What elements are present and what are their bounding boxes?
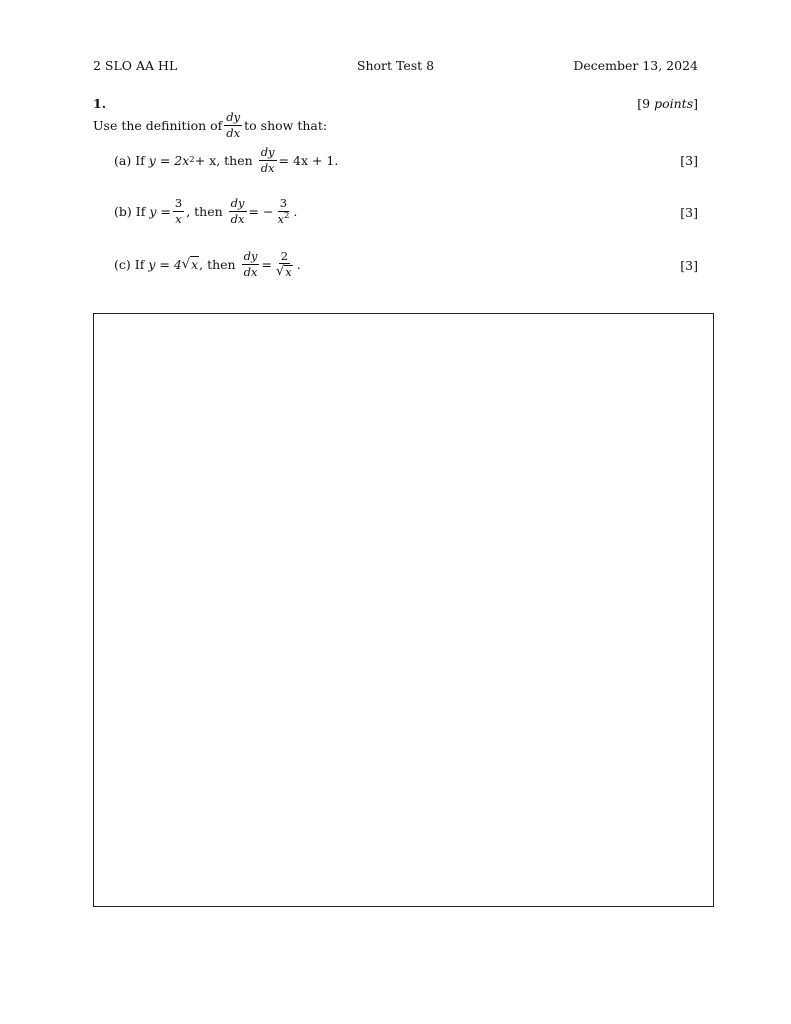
question-intro bbox=[93, 110, 327, 140]
part-c-sqrt bbox=[182, 256, 199, 272]
test-title: Short Test 8 bbox=[356, 58, 435, 73]
page-header bbox=[93, 58, 698, 76]
part-c-label: (c) bbox=[114, 256, 131, 272]
sqrt-symbol: √ bbox=[181, 257, 191, 272]
part-c bbox=[114, 249, 301, 279]
part-c-radicand: x bbox=[191, 257, 199, 272]
part-a-mark: [3] bbox=[680, 153, 698, 168]
part-b bbox=[114, 196, 297, 226]
derivative-numerator: dy bbox=[226, 110, 241, 125]
part-a-lhs: y = 2x bbox=[148, 152, 190, 168]
part-a-derivative-den: dx bbox=[260, 160, 275, 175]
part-c-result-sqrt bbox=[276, 265, 293, 279]
question-number: 1. bbox=[93, 96, 107, 111]
part-b-derivative-num: dy bbox=[230, 196, 245, 211]
part-b-then: , then bbox=[186, 203, 223, 219]
test-date: December 13, 2024 bbox=[573, 58, 698, 73]
part-b-result-den-base: x bbox=[277, 211, 284, 226]
part-c-result-den bbox=[274, 264, 295, 279]
part-b-result-fraction bbox=[275, 197, 291, 224]
points-word: points bbox=[654, 96, 694, 111]
part-b-fraction-den: x bbox=[175, 211, 182, 226]
part-b-fraction bbox=[173, 197, 184, 224]
points-open: [9 bbox=[637, 96, 655, 111]
part-b-derivative-den: dx bbox=[230, 211, 245, 226]
part-b-mark: [3] bbox=[680, 205, 698, 220]
part-c-derivative bbox=[242, 250, 260, 277]
intro-text-after: to show that: bbox=[244, 117, 328, 133]
part-c-derivative-den: dx bbox=[243, 264, 258, 279]
class-code: 2 SLO AA HL bbox=[93, 58, 178, 73]
part-b-result-den bbox=[275, 212, 291, 225]
part-c-end: . bbox=[296, 256, 301, 272]
part-a: (a) If y = 2x 2 + x, then $\frac{dy}{dx}$ = 4x + 1. bbox=[114, 145, 339, 175]
part-b-lhs: y = bbox=[149, 203, 171, 219]
part-a-result: = 4x + 1. bbox=[278, 152, 339, 168]
part-b-derivative bbox=[229, 197, 247, 224]
part-c-equals: = bbox=[261, 256, 272, 272]
part-b-end: . bbox=[293, 203, 298, 219]
part-c-then: , then bbox=[199, 256, 236, 272]
part-b-result-den-power: 2 bbox=[283, 210, 290, 221]
part-a-derivative-num: dy bbox=[260, 145, 275, 160]
part-a-label: (a) bbox=[114, 152, 132, 168]
part-c-result-radicand: x bbox=[285, 265, 292, 280]
part-c-mark: [3] bbox=[680, 258, 698, 273]
part-b-if: If bbox=[135, 203, 146, 219]
sqrt-symbol: √ bbox=[275, 263, 285, 279]
part-c-if: If bbox=[134, 256, 145, 272]
answer-box[interactable] bbox=[93, 313, 714, 907]
derivative-denominator: dx bbox=[226, 125, 241, 140]
part-b-fraction-num: 3 bbox=[174, 196, 183, 211]
part-c-result-fraction bbox=[274, 250, 295, 279]
part-a-rhs-tail: + x, then bbox=[194, 152, 253, 168]
part-c-derivative-num: dy bbox=[243, 249, 258, 264]
part-b-result-num: 3 bbox=[279, 196, 288, 211]
part-b-label: (b) bbox=[114, 203, 132, 219]
derivative-fraction bbox=[224, 111, 242, 138]
part-a-derivative bbox=[259, 146, 277, 173]
part-b-equals: = − bbox=[248, 203, 274, 219]
question-points bbox=[637, 96, 698, 111]
part-c-lhs: y = 4 bbox=[148, 256, 182, 272]
part-c-result-num: 2 bbox=[280, 248, 289, 263]
points-close: ] bbox=[693, 96, 698, 111]
intro-text-before: Use the definition of bbox=[93, 117, 223, 133]
part-a-if: If bbox=[135, 152, 145, 168]
